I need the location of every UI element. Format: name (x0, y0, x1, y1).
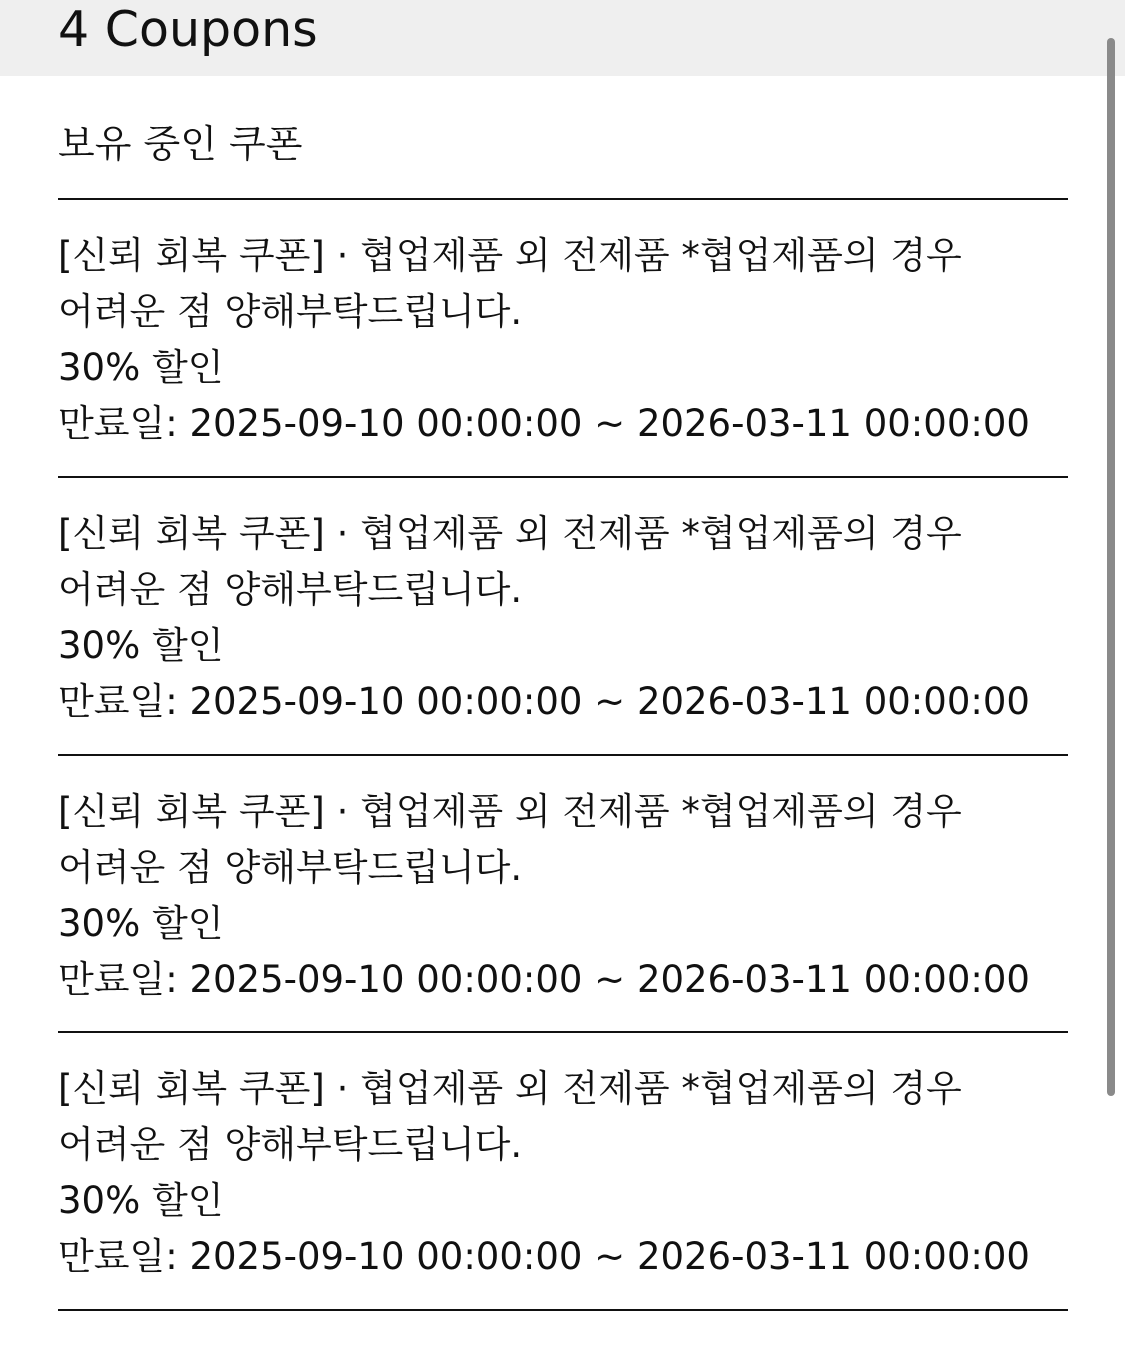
coupon-discount: 30% 할인 (58, 624, 224, 667)
section-title: 보유 중인 쿠폰 (58, 122, 303, 166)
coupon-name: [신뢰 회복 쿠폰] · 협업제품 외 전제품 *협업제품의 경우 어려운 점 양해부탁드립니다. (58, 234, 962, 333)
page-title: 4 Coupons (58, 1, 318, 58)
coupon-discount: 30% 할인 (58, 346, 224, 389)
coupon-discount: 30% 할인 (58, 902, 224, 945)
scrollbar[interactable] (1107, 38, 1115, 1096)
coupon-expiry: 만료일: 2025-09-10 00:00:00 ~ 2026-03-11 00:00:00 (58, 1235, 1030, 1278)
coupon-name: [신뢰 회복 쿠폰] · 협업제품 외 전제품 *협업제품의 경우 어려운 점 양해부탁드립니다. (58, 790, 962, 889)
coupon-expiry: 만료일: 2025-09-10 00:00:00 ~ 2026-03-11 00:00:00 (58, 680, 1030, 723)
coupon-expiry: 만료일: 2025-09-10 00:00:00 ~ 2026-03-11 00:00:00 (58, 958, 1030, 1001)
coupon-item[interactable] (58, 1061, 1068, 1285)
coupon-name: [신뢰 회복 쿠폰] · 협업제품 외 전제품 *협업제품의 경우 어려운 점 양해부탁드립니다. (58, 1067, 962, 1166)
divider (58, 754, 1068, 756)
coupon-expiry: 만료일: 2025-09-10 00:00:00 ~ 2026-03-11 00:00:00 (58, 402, 1030, 445)
page-header (0, 0, 1125, 76)
divider (58, 476, 1068, 478)
divider (58, 198, 1068, 200)
coupon-item[interactable] (58, 784, 1068, 1008)
divider (58, 1031, 1068, 1033)
coupon-item[interactable] (58, 228, 1068, 452)
coupon-name: [신뢰 회복 쿠폰] · 협업제품 외 전제품 *협업제품의 경우 어려운 점 양해부탁드립니다. (58, 512, 962, 611)
divider (58, 1309, 1068, 1311)
coupon-item[interactable] (58, 506, 1068, 730)
coupon-discount: 30% 할인 (58, 1179, 224, 1222)
